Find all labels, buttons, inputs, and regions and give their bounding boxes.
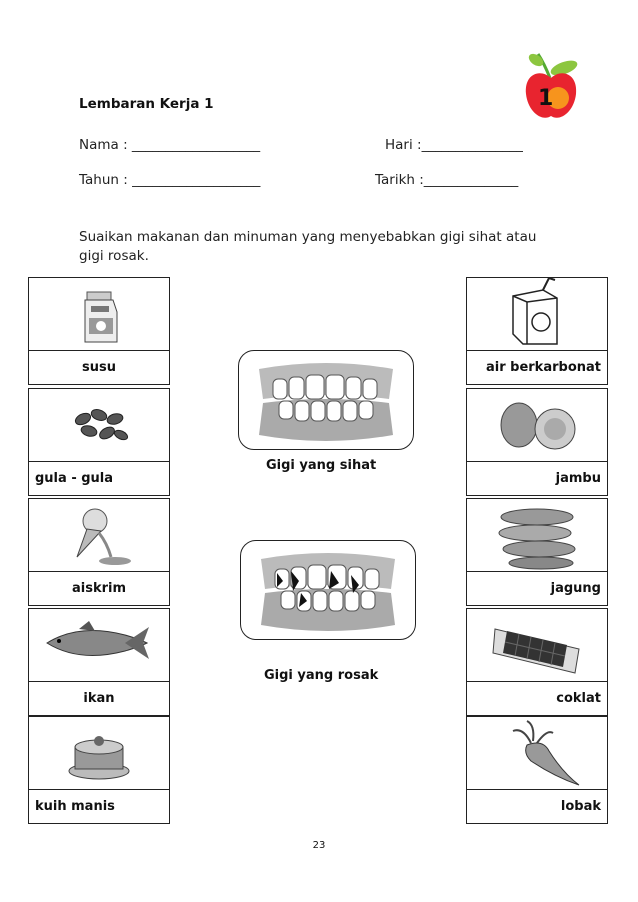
decayed-teeth-icon [241, 541, 415, 639]
ice-cream-cone-icon [29, 499, 169, 571]
card-label: coklat [466, 681, 608, 716]
instruction-text: Suaikan makanan dan minuman yang menyebabkan gigi sihat atau gigi rosak. [79, 229, 537, 264]
card-label: susu [28, 350, 170, 385]
card-label: kuih manis [28, 789, 170, 824]
food-card-jambu[interactable] [466, 388, 608, 496]
corn-icon [467, 499, 607, 571]
card-label: jagung [466, 571, 608, 606]
healthy-teeth-label: Gigi yang sihat [266, 458, 377, 473]
food-card-ikan[interactable] [28, 608, 170, 716]
card-label: jambu [466, 461, 608, 496]
food-card-susu[interactable] [28, 277, 170, 385]
candies-icon [29, 389, 169, 461]
page-number: 23 [312, 840, 326, 851]
card-label: lobak [466, 789, 608, 824]
radish-icon [467, 717, 607, 789]
nama-field[interactable]: Nama : ___________________ [79, 137, 261, 153]
food-card-lobak[interactable] [466, 716, 608, 824]
guava-icon [467, 389, 607, 461]
healthy-teeth-box[interactable] [238, 350, 414, 450]
tarikh-field[interactable]: Tarikh :______________ [375, 172, 519, 188]
badge-number: 1 [538, 86, 554, 111]
hari-field[interactable]: Hari :_______________ [385, 137, 523, 153]
food-card-kuih-manis[interactable] [28, 716, 170, 824]
decayed-teeth-box[interactable] [240, 540, 416, 640]
fish-icon [29, 609, 169, 681]
healthy-teeth-icon [239, 351, 413, 449]
food-card-gula-gula[interactable] [28, 388, 170, 496]
card-label: air berkarbonat [466, 350, 608, 385]
card-label: gula - gula [28, 461, 170, 496]
food-card-air-berkarbonat[interactable] [466, 277, 608, 385]
food-card-aiskrim[interactable] [28, 498, 170, 606]
juice-box-icon [467, 278, 607, 350]
tahun-field[interactable]: Tahun : ___________________ [79, 172, 261, 188]
worksheet-title: Lembaran Kerja 1 [79, 96, 214, 112]
food-card-jagung[interactable] [466, 498, 608, 606]
card-label: aiskrim [28, 571, 170, 606]
card-label: ikan [28, 681, 170, 716]
chocolate-bar-icon [467, 609, 607, 681]
food-card-coklat[interactable] [466, 608, 608, 716]
cake-icon [29, 717, 169, 789]
decayed-teeth-label: Gigi yang rosak [264, 668, 379, 683]
milk-carton-icon [29, 278, 169, 350]
